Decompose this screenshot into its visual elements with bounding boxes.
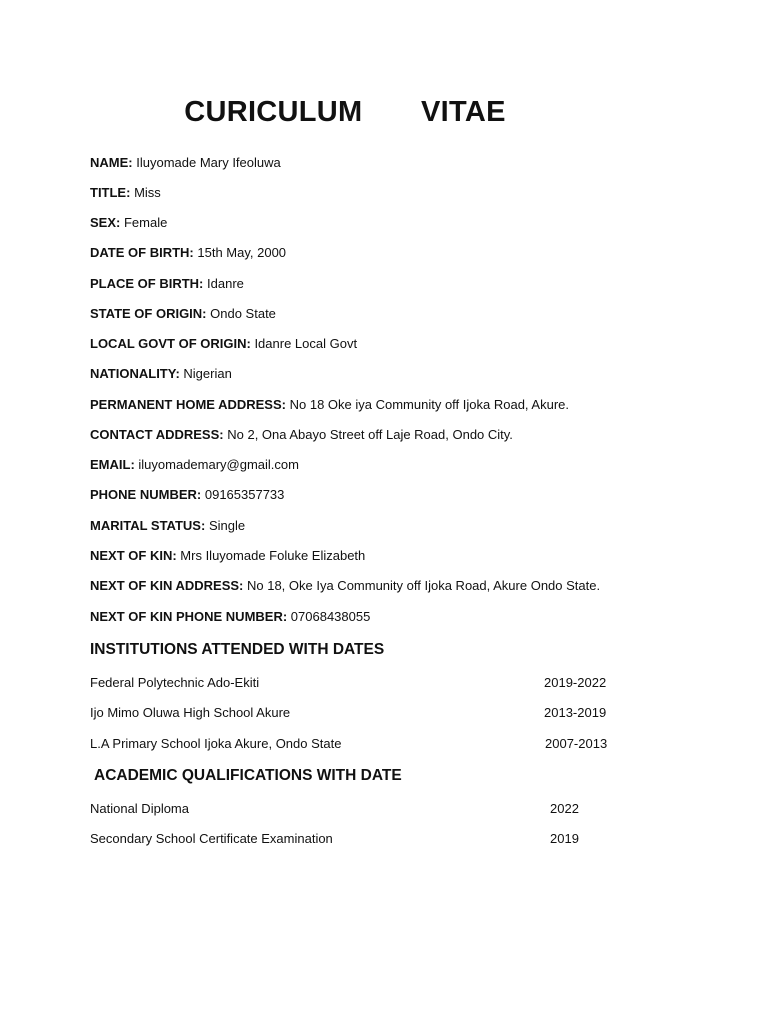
field-label: NAME:: [90, 155, 133, 170]
field-sex: [90, 215, 167, 231]
institution-dates: 2013-2019: [544, 705, 607, 720]
field-label: DATE OF BIRTH:: [90, 245, 194, 260]
field-value: 07068438055: [290, 609, 371, 624]
field-permanent-address: [90, 397, 569, 413]
field-label: PERMANENT HOME ADDRESS:: [90, 397, 286, 412]
field-value: Mrs Iluyomade Foluke Elizabeth: [180, 548, 366, 563]
field-contact-address: [90, 427, 513, 443]
field-nationality: [90, 366, 232, 382]
institution-dates: 2019-2022: [544, 675, 607, 690]
field-label: TITLE:: [90, 185, 131, 200]
qualification-name: Secondary School Certificate Examination: [90, 831, 333, 846]
field-date-of-birth: [90, 245, 286, 261]
institution-name: L.A Primary School Ijoka Akure, Ondo State: [90, 736, 342, 751]
field-value: Female: [123, 215, 168, 230]
qualification-year: 2022: [550, 801, 579, 816]
field-label: LOCAL GOVT OF ORIGIN:: [90, 336, 251, 351]
field-value: iluyomademary@gmail.com: [138, 457, 299, 472]
field-label: NATIONALITY:: [90, 366, 180, 381]
field-value: Ondo State: [210, 306, 276, 321]
field-value: Iluyomade Mary Ifeoluwa: [136, 155, 281, 170]
field-label: STATE OF ORIGIN:: [90, 306, 207, 321]
field-label: MARITAL STATUS:: [90, 518, 206, 533]
field-value: No 18 Oke iya Community off Ijoka Road, Akure.: [289, 397, 570, 412]
field-value: 09165357733: [204, 487, 285, 502]
field-name: [90, 155, 281, 171]
institution-name: Ijo Mimo Oluwa High School Akure: [90, 705, 291, 720]
field-value: Single: [208, 518, 246, 533]
title-word-curiculum: CURICULUM: [184, 96, 363, 128]
field-label: SEX:: [90, 215, 121, 230]
field-label: CONTACT ADDRESS:: [90, 427, 224, 442]
field-email: [90, 457, 299, 473]
qualification-year: 2019: [550, 831, 579, 846]
field-next-of-kin-phone: [90, 609, 370, 625]
field-value: No 2, Ona Abayo Street off Laje Road, Ondo City.: [227, 427, 513, 442]
field-label: NEXT OF KIN:: [90, 548, 177, 563]
field-value: 15th May, 2000: [197, 245, 287, 260]
document-title: [0, 96, 690, 129]
field-value: No 18, Oke Iya Community off Ijoka Road, Akure Ondo State.: [246, 578, 601, 593]
qualification-name: National Diploma: [90, 801, 189, 816]
field-next-of-kin: [90, 548, 365, 564]
field-label: PHONE NUMBER:: [90, 487, 202, 502]
field-value: Idanre Local Govt: [254, 336, 358, 351]
field-state-of-origin: [90, 306, 276, 322]
field-label: NEXT OF KIN ADDRESS:: [90, 578, 244, 593]
field-value: Miss: [134, 185, 161, 200]
field-local-govt: [90, 336, 357, 352]
field-label: EMAIL:: [90, 457, 135, 472]
field-next-of-kin-address: [90, 578, 600, 594]
institution-dates: 2007-2013: [545, 736, 608, 751]
qualifications-heading: ACADEMIC QUALIFICATIONS WITH DATE: [94, 767, 402, 784]
institutions-heading: INSTITUTIONS ATTENDED WITH DATES: [90, 641, 385, 658]
field-label: NEXT OF KIN PHONE NUMBER:: [90, 609, 288, 624]
field-place-of-birth: [90, 276, 244, 292]
field-value: Idanre: [207, 276, 244, 291]
field-label: PLACE OF BIRTH:: [90, 276, 204, 291]
institution-name: Federal Polytechnic Ado-Ekiti: [90, 675, 260, 690]
field-phone-number: [90, 487, 284, 503]
field-marital-status: [90, 518, 245, 534]
field-title: [90, 185, 161, 201]
field-value: Nigerian: [183, 366, 232, 381]
title-word-vitae: VITAE: [421, 96, 506, 128]
